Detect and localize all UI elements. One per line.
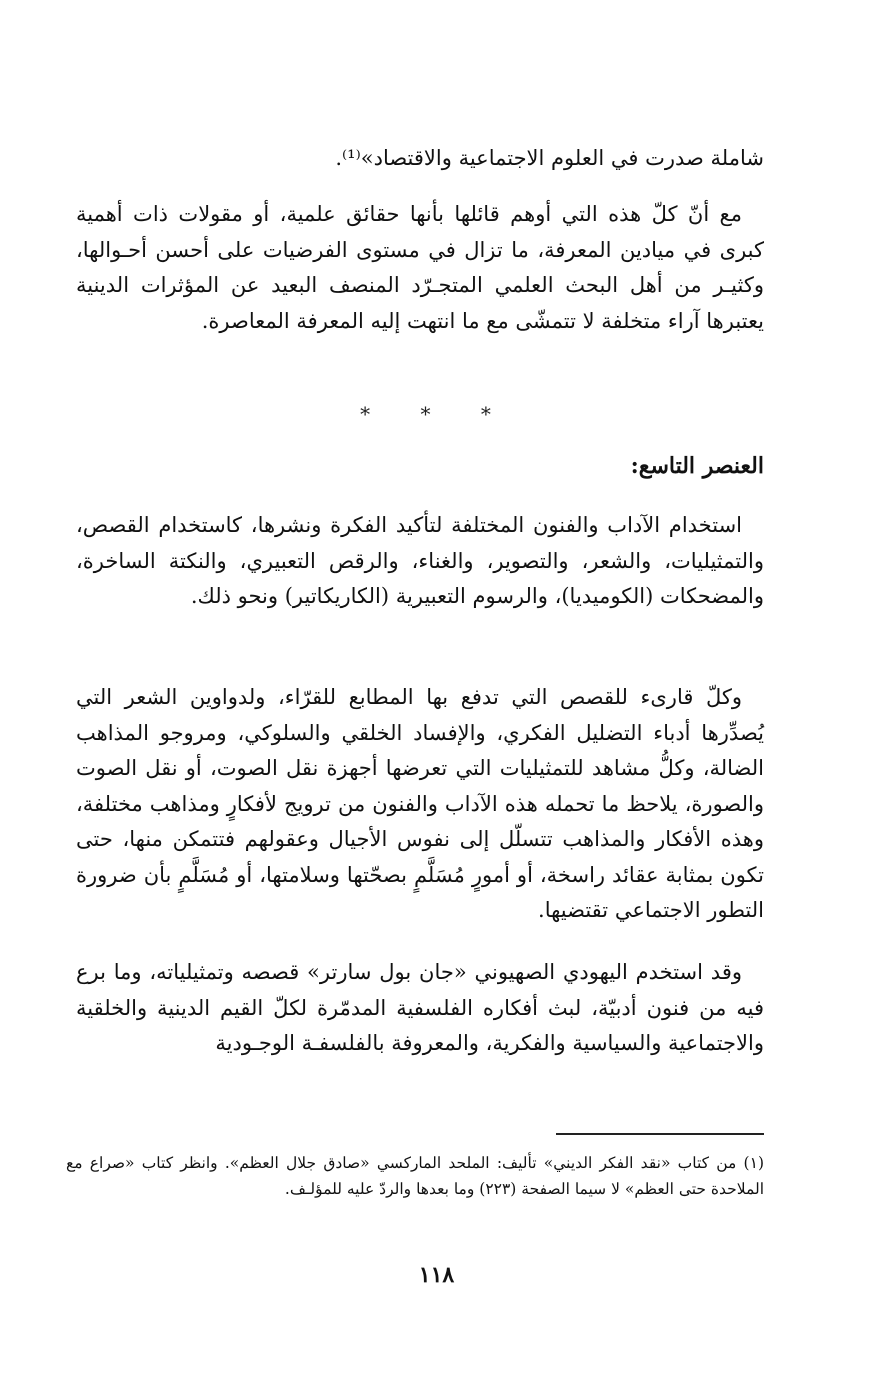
paragraph-arts-usage [76,508,764,615]
paragraph-text: وقد استخدم اليهودي الصهيوني «جان بول سارتر» قصصه وتمثيلياته، وما برع فيه من فنون أدبيّة، لبث أفكاره الفلسفية المدمّرة لكلّ القيم الدينية والخلقية والاجتماعية والسياسية والفكرية، والمعروفة بالفلسفـة الوجـودية [76,960,764,1055]
paragraph-text: شاملة صدرت في العلوم الاجتماعية والاقتصاد»⁽¹⁾. [335,146,764,170]
paragraph-text: وكلّ قارىء للقصص التي تدفع بها المطابع للقرّاء، ولدواوين الشعر التي يُصدِّرها أدباء التضليل الفكري، والإفساد الخلقي والسلوكي، ومروجو المذاهب الضالة، وكلُّ مشاهد للتمثيليات التي تعرضها أجهزة نقل الصوت، أو نقل الصوت والصورة، يلاحظ ما تحمله هذه الآداب والفنون من ترويج لأفكارٍ ومذاهب مختلفة، وهذه الأفكار والمذاهب تتسلّل إلى نفوس الأجيال وعقولهم فتتمكن منها، حتى تكون بمثابة عقائد راسخة، أو أمورٍ مُسَلَّمٍ بصحّتها وسلامتها، أو مُسَلَّمٍ بأن ضرورة التطور الاجتماعي تقتضيها. [76,685,764,922]
section-heading: العنصر التاسع: [630,453,764,479]
paragraph-continuation [76,141,764,177]
paragraph-sartre [76,955,764,1062]
paragraph-text: استخدام الآداب والفنون المختلفة لتأكيد الفكرة ونشرها، كاستخدام القصص، والتمثيليات، والشعر، والتصوير، والغناء، والرقص التعبيري، والنكتة الساخرة، والمضحكات (الكوميديا)، والرسوم التعبيرية (الكاريكاتير) ونحو ذلك. [76,513,764,608]
paragraph-scientific-claims [76,197,764,339]
paragraph-readers-observation [76,680,764,929]
section-divider-stars: * * * [360,402,513,426]
paragraph-text: مع أنّ كلّ هذه التي أوهم قائلها بأنها حقائق علمية، أو مقولات ذات أهمية كبرى في ميادين المعرفة، ما تزال في مستوى الفرضيات على أحسن أحـوالها، وكثيـر من أهل البحث العلمي المتجـرّد المنصف البعيد عن المؤثرات الدينية يعتبرها آراء متخلفة لا تتمشّى مع ما انتهت إليه المعرفة المعاصرة. [76,202,764,333]
page-number: ١١٨ [418,1262,455,1288]
footnote: (١) من كتاب «نقد الفكر الديني» تأليف: الملحد الماركسي «صادق جلال العظم». وانظر كتاب «صراع مع الملاحدة حتى العظم» لا سيما الصفحة (٢٢٣) وما بعدها والردّ عليه للمؤلـف. [66,1154,764,1198]
footnote-divider [556,1133,764,1135]
